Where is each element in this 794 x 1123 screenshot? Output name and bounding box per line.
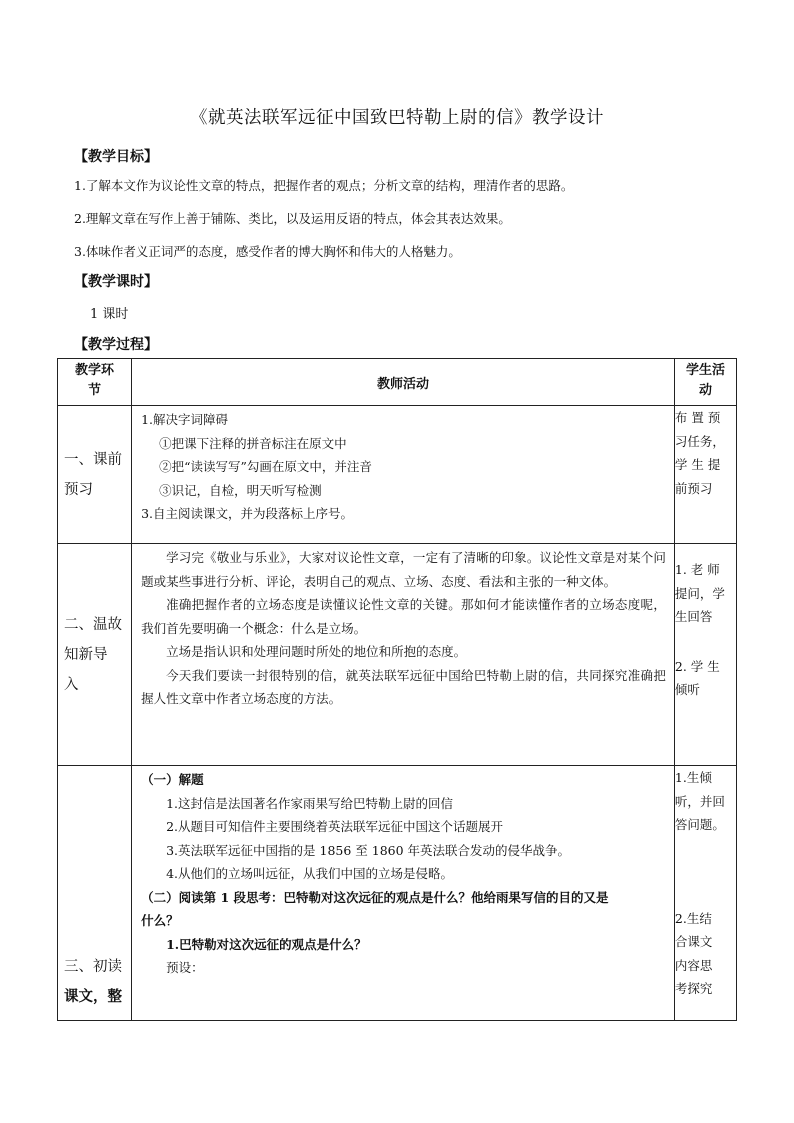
lesson-process-table xyxy=(57,358,737,1021)
header-stage: 教学环 节 xyxy=(58,359,132,406)
document-title: 《就英法联军远征中国致巴特勒上尉的信》教学设计 xyxy=(190,108,604,128)
header-student: 学生活 动 xyxy=(674,359,736,406)
objective-item: 3.体味作者义正词严的态度，感受作者的博大胸怀和伟大的人格魅力。 xyxy=(74,244,461,259)
objectives-heading: 【教学目标】 xyxy=(74,149,158,165)
objective-item: 2.理解文章在写作上善于铺陈、类比，以及运用反语的特点，体会其表达效果。 xyxy=(74,211,511,226)
stage-cell: 二、温故 知新导 入 xyxy=(58,544,132,766)
header-teacher: 教师活动 xyxy=(132,359,675,406)
student-cell: 1.生倾 听，并回 答问题。 2.生结 合课文 内容思 考探究 xyxy=(674,766,736,1021)
hours-value: 1 课时 xyxy=(90,307,129,322)
table-row xyxy=(58,406,737,544)
teacher-cell: （一）解题 1.这封信是法国著名作家雨果写给巴特勒上尉的回信 2.从题目可知信件主要围绕着英法联军远征中国这个话题展开 3.英法联军远征中国指的是 1856 至 1860 年英法联合发动的侵华战争。 4.从他们的立场叫远征，从我们中国的立场是侵略。 （二）阅读第 1 段思考：巴特勒对这次远征的观点是什么？他给雨果写信的目的又是 什么？ 1.巴特勒对这次远征的观点是什么？ 预设： xyxy=(132,766,675,1021)
hours-heading: 【教学课时】 xyxy=(74,274,158,290)
table-header-row xyxy=(58,359,737,406)
teacher-cell: 1.解决字词障碍 ①把课下注释的拼音标注在原文中 ②把“读读写写”勾画在原文中，并注音 ③识记，自检，明天听写检测 3.自主阅读课文，并为段落标上序号。 xyxy=(132,406,675,544)
stage-cell: 三、初读 课文，整 xyxy=(58,766,132,1021)
stage-cell: 一、课前 预习 xyxy=(58,406,132,544)
table-row xyxy=(58,766,737,1021)
process-heading: 【教学过程】 xyxy=(74,337,158,353)
student-cell: 布 置 预 习任务， 学 生 提 前预习 xyxy=(674,406,736,544)
table-row xyxy=(58,544,737,766)
objective-item: 1.了解本文作为议论性文章的特点，把握作者的观点；分析文章的结构，理清作者的思路。 xyxy=(74,178,574,193)
teacher-cell: 学习完《敬业与乐业》，大家对议论性文章，一定有了清晰的印象。议论性文章是对某个问题或某些事进行分析、评论，表明自己的观点、立场、态度、看法和主张的一种文体。 准确把握作者的立场态度是读懂议论性文章的关键。那如何才能读懂作者的立场态度呢，我们首先要明确一个概念：什么是立场。 立场是指认识和处理问题时所处的地位和所抱的态度。 今天我们要读一封很特别的信，就英法联军远征中国给巴特勒上尉的信，共同探究准确把握人性文章中作者立场态度的方法。 xyxy=(132,544,675,766)
student-cell: 1. 老 师 提问，学 生回答 2. 学 生 倾听 xyxy=(674,544,736,766)
